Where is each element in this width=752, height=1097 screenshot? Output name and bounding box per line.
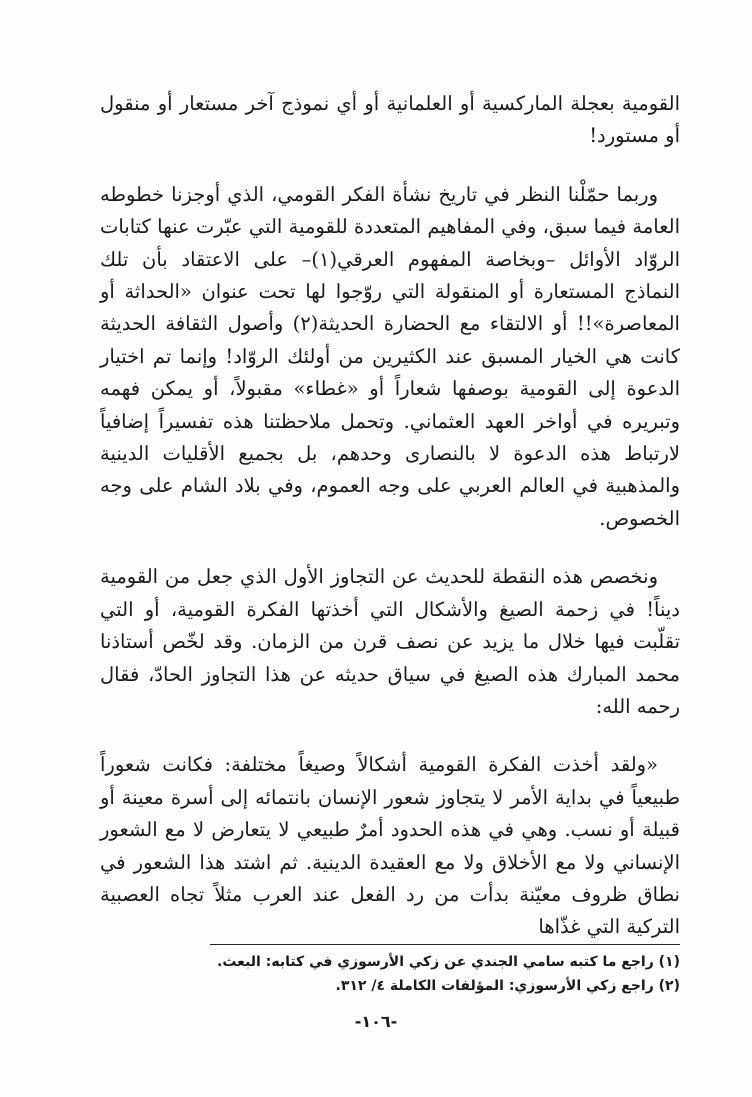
footnotes — [160, 950, 680, 998]
quotation-paragraph: «ولقد أخذت الفكرة القومية أشكالاً وصيغاً مختلفة: فكانت شعوراً طبيعياً في بداية الأمر لا يتجاوز شعور الإنسان بانتمائه إلى أسرة معينة أو قبيلة أو نسب. وهي في هذه الحدود أمرٌ طبيعي لا يتعارض لا مع الشعور الإنساني ولا مع الأخلاق ولا مع العقيدة الدينية. ثم اشتد هذا الشعور في نطاق ظروف معيّنة بدأت من رد الفعل عند العرب مثلاً تجاه العصبية التركية التي غذّاها — [100, 753, 680, 939]
paragraph-continuation: القومية بعجلة الماركسية أو العلمانية أو أي نموذج آخر مستعار أو منقول أو مستورد! — [100, 92, 680, 148]
footnote-2: (٢) راجع زكي الأرسوزي: المؤلفات الكاملة ٤/ ٣١٢. — [335, 978, 680, 994]
body-text — [100, 88, 680, 944]
footnote-1: (١) راجع ما كتبه سامي الجندي عن زكي الأرسوزي في كتابه: البعث. — [217, 954, 680, 970]
page-number: -١٠٦- — [354, 1012, 398, 1031]
paragraph: وربما حمّلْنا النظر في تاريخ نشأة الفكر القومي، الذي أوجزنا خطوطه العامة فيما سبق، وفي المفاهيم المتعددة للقومية التي عبّرت عنها كتابات الروّاد الأوائل –وبخاصة المفهوم العرقي(١)– على الاعتقاد بأن تلك النماذج المستعارة أو المنقولة التي روّجوا لها تحت عنوان «الحداثة أو المعاصرة»!! أو الالتقاء مع الحضارة الحديثة(٢) وأصول الثقافة الحديثة كانت هي الخيار المسبق عند الكثيرين من أولئك الروّاد! وإنما تم اختيار الدعوة إلى القومية بوصفها شعاراً أو «غطاء» مقبولاً، أو يمكن فهمه وتبريره في أواخر العهد العثماني. وتحمل ملاحظتنا هذه تفسيراً إضافياً لارتباط هذه الدعوة لا بالنصارى وحدهم، بل بجميع الأقليات الدينية والمذهبية في العالم العربي على وجه العموم، وفي بلاد الشام على وجه الخصوص. — [100, 182, 680, 530]
footnote-divider — [210, 944, 680, 945]
paragraph: ونخصص هذه النقطة للحديث عن التجاوز الأول الذي جعل من القومية ديناً! في زحمة الصيغ والأشكال التي أخذتها الفكرة القومية، أو التي تقلّبت فيها خلال ما يزيد عن نصف قرن من الزمان. وقد لخّص أستاذنا محمد المبارك هذه الصيغ في سياق حديثه عن هذا التجاوز الحادّ، فقال رحمه الله: — [100, 565, 680, 718]
